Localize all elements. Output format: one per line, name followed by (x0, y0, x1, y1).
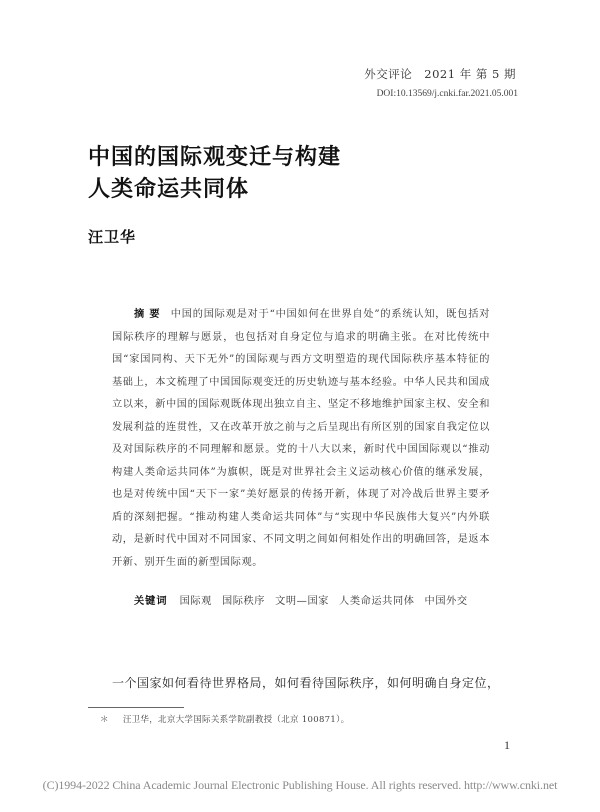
keyword-item: 中国外交 (424, 596, 468, 607)
keyword-item: 文明—国家 (275, 596, 330, 607)
keyword-item: 国际观 (179, 596, 212, 607)
keywords-block (112, 591, 492, 614)
keyword-item: 国际秩序 (221, 596, 266, 607)
keywords-label: 关键词 (134, 596, 168, 607)
abstract-label: 摘要 (134, 309, 165, 320)
copyright-footer: (C)1994-2022 China Academic Journal Electronic Publishing House. All rights reserved. http://www.cnki.net (42, 778, 558, 792)
footnote-text: 汪卫华，北京大学国际关系学院副教授（北京 100871）。 (122, 715, 350, 725)
keyword-item: 人类命运共同体 (339, 596, 415, 607)
footnote-mark: ＊ (100, 715, 109, 725)
title-line-2: 人类命运共同体 (88, 177, 250, 202)
journal-header: 外交评论 2021 年 第 5 期 (364, 67, 516, 81)
doi-line: DOI:10.13569/j.cnki.far.2021.05.001 (376, 89, 518, 99)
page-number: 1 (504, 738, 510, 752)
footnote (100, 713, 349, 725)
title-line-1: 中国的国际观变迁与构建 (88, 145, 342, 170)
abstract-block (112, 304, 490, 574)
footnote-divider (88, 707, 184, 708)
abstract-text: 中国的国际观是对于“中国如何在世界自处”的系统认知，既包括对国际秩序的理解与愿景，也包括对自身定位与追求的明确主张。在对比传统中国“家国同构、天下无外”的国际观与西方文明塑造的现代国际秩序基本特征的基础上，本文梳理了中国国际观变迁的历史轨迹与基本经验。中华人民共和国成立以来，新中国的国际观既体现出独立自主、坚定不移地维护国家主权、安全和发展利益的连贯性，又在改革开放之前与之后呈现出有所区别的国家自我定位以及对国际秩序的不同理解和愿景。党的十八大以来，新时代中国国际观以“推动构建人类命运共同体”为旗帜，既是对世界社会主义运动核心价值的继承发展，也是对传统中国“天下一家”美好愿景的传扬开新，体现了对冷战后世界主要矛盾的深刻把握。“推动构建人类命运共同体”与“实现中华民族伟大复兴”内外联动，是新时代中国对不同国家、不同文明之间如何相处作出的明确回答，是返本开新、别开生面的新型国际观。 (112, 309, 490, 568)
body-first-line: 一个国家如何看待世界格局，如何看待国际秩序，如何明确自身定位， (112, 676, 500, 690)
article-title (88, 142, 341, 206)
author-name: 汪卫华 (88, 228, 137, 246)
